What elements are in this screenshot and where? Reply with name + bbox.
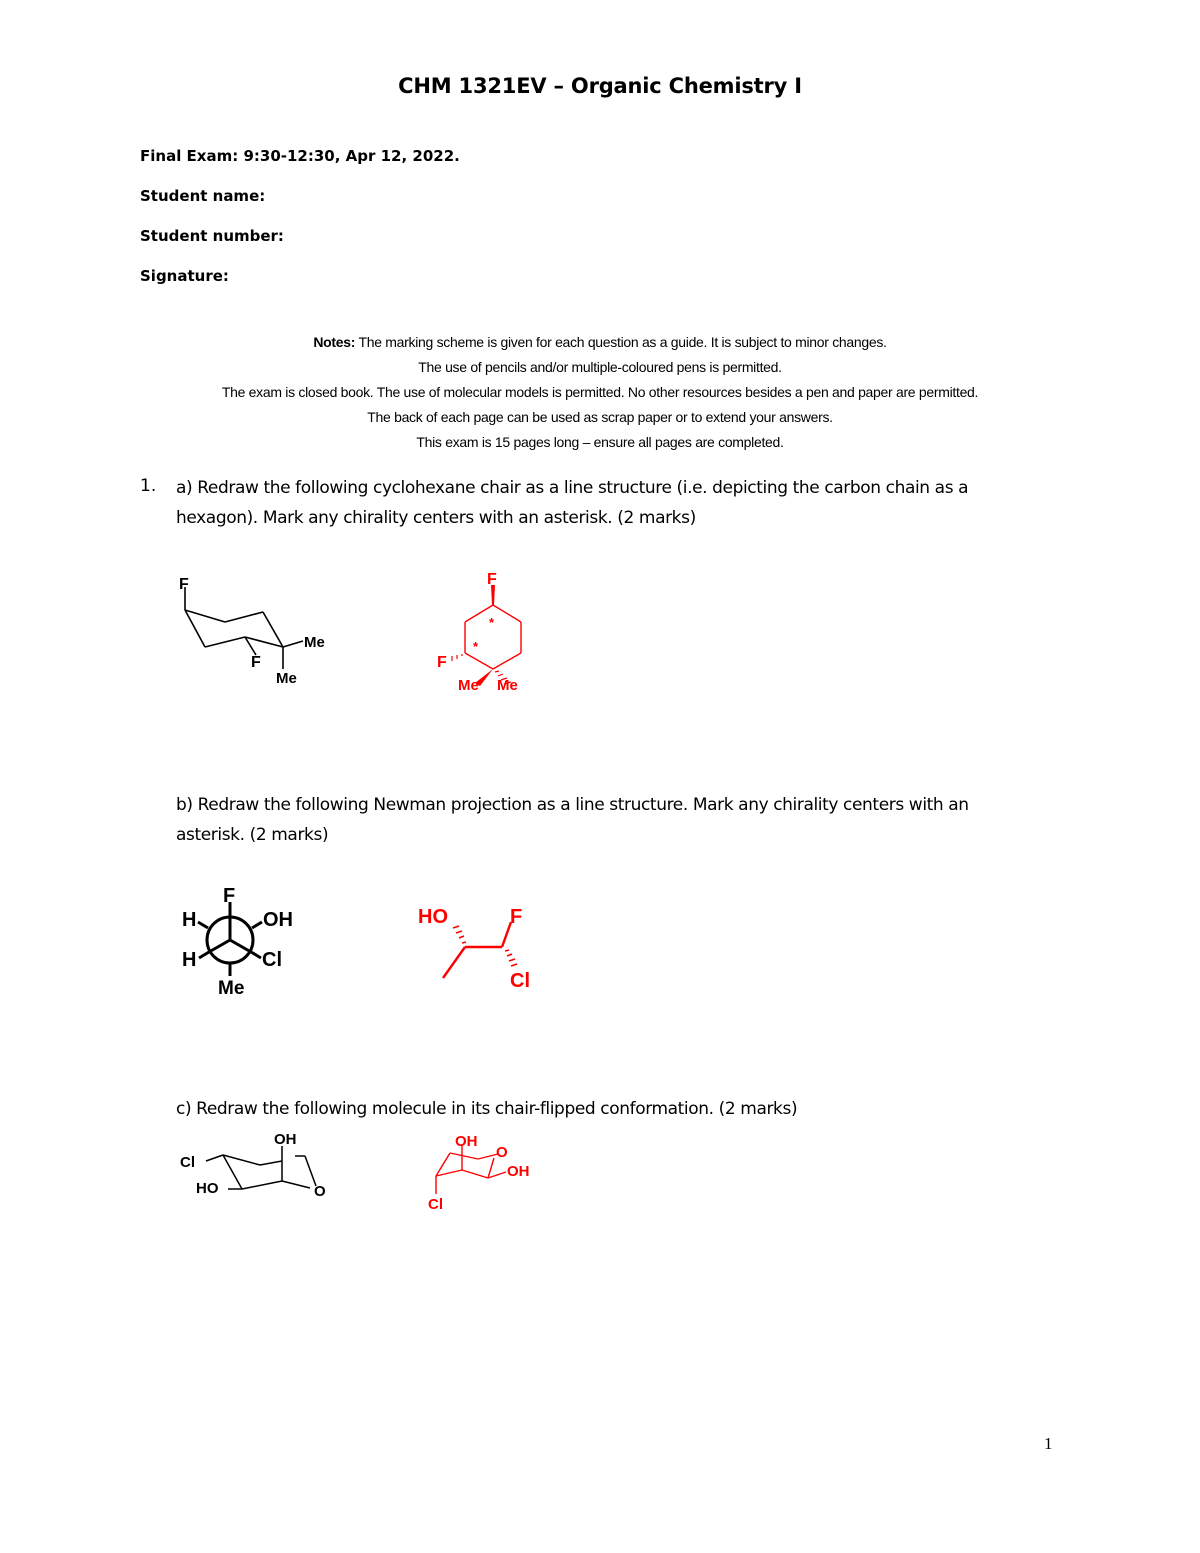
methyl-label: Me [497,677,518,694]
oxygen-label: O [314,1183,326,1200]
notes-line-1: Notes: The marking scheme is given for each question as a guide. It is subject to minor changes. [313,334,887,350]
chair-structure-1c [170,1120,350,1210]
notes-line-5: This exam is 15 pages long – ensure all pages are completed. [416,434,784,450]
question-1b-text: b) Redraw the following Newman projection as a line structure. Mark any chirality centers with an asterisk. (2 marks) [176,795,969,845]
question-1a-text: a) Redraw the following cyclohexane chair as a line structure (i.e. depicting the carbon chain as a hexagon). Mark any chirality centers with an asterisk. (2 marks) [176,478,969,528]
chirality-asterisk: * [489,615,495,630]
exam-time-label: Final Exam: 9:30-12:30, Apr 12, 2022. [140,147,460,165]
methyl-label: Me [218,978,245,999]
methyl-label: Me [276,670,297,687]
question-1c-text: c) Redraw the following molecule in its chair-flipped conformation. (2 marks) [176,1099,798,1119]
chlorine-label: Cl [428,1196,443,1213]
chirality-asterisk: * [473,639,479,654]
oxygen-label: O [496,1144,508,1161]
signature-label: Signature: [140,267,229,285]
student-name-label: Student name: [140,187,266,205]
notes-lead: Notes: [313,334,356,350]
fluorine-label: F [223,885,236,907]
hydrogen-label: H [182,909,197,931]
fluorine-label: F [510,906,523,928]
methyl-label: Me [458,677,479,694]
methyl-label: Me [304,634,325,651]
page-number: 1 [1044,1434,1053,1453]
hydroxyl-label: OH [263,909,293,931]
fluorine-label: F [437,654,447,671]
hydroxyl-label: HO [196,1180,219,1197]
answer-line-structure-1a [425,565,555,700]
newman-projection-1b [170,880,320,1000]
student-number-label: Student number: [140,227,284,245]
document-title: CHM 1321EV – Organic Chemistry I [398,74,802,98]
notes-line-4: The back of each page can be used as scrap paper or to extend your answers. [367,409,833,425]
fluorine-label: F [179,576,189,593]
answer-line-structure-1b [410,895,550,995]
chair-structure-1a [160,565,360,695]
chlorine-label: Cl [180,1154,195,1171]
chlorine-label: Cl [262,949,282,971]
chlorine-label: Cl [510,970,530,992]
hydroxyl-label: OH [274,1131,297,1148]
hydroxyl-label: HO [418,906,448,928]
question-number: 1. [140,476,157,496]
hydroxyl-label: OH [507,1163,530,1180]
notes-line-3: The exam is closed book. The use of molecular models is permitted. No other resources besides a pen and paper are permitted. [221,384,979,400]
fluorine-label: F [487,571,497,588]
fluorine-label: F [251,654,261,671]
hydroxyl-label: OH [455,1133,478,1150]
hydrogen-label: H [182,949,197,971]
answer-chair-flipped-1c [420,1125,560,1220]
notes-line-2: The use of pencils and/or multiple-coloured pens is permitted. [418,359,782,375]
exam-notes [0,330,1200,455]
